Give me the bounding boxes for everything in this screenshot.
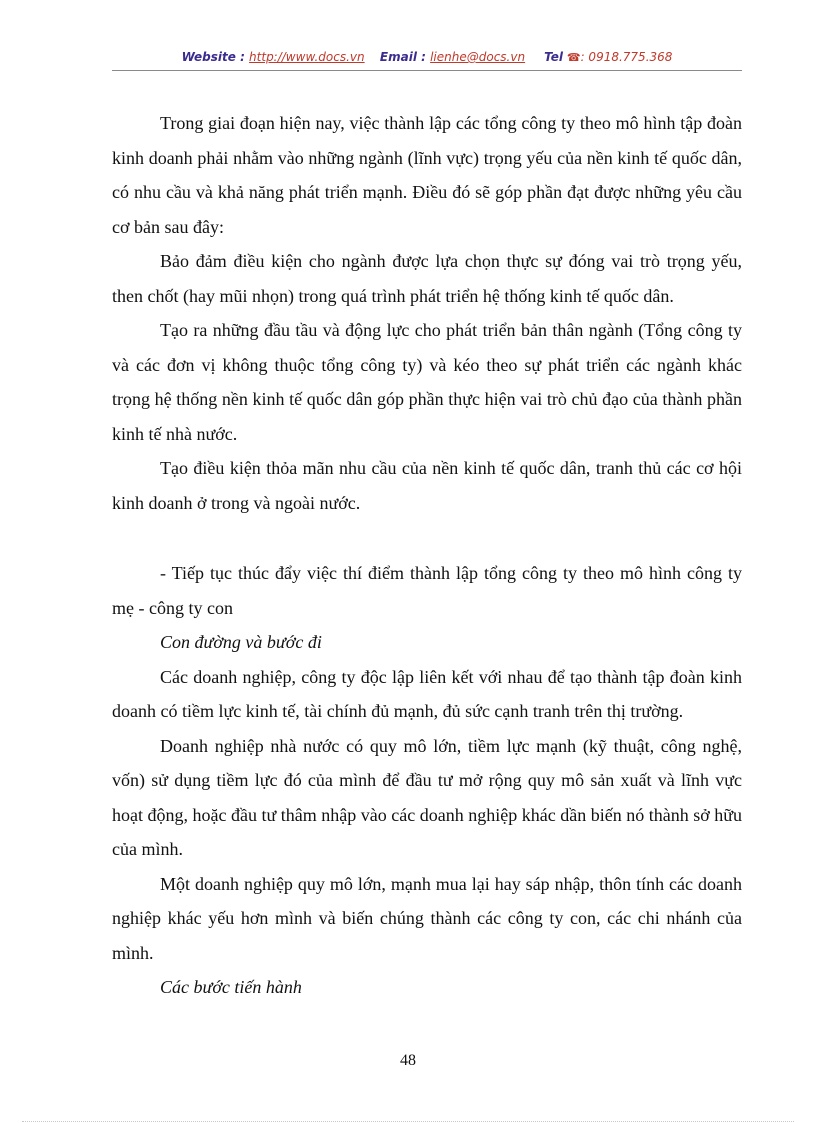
email-separator: : (416, 50, 431, 64)
paragraph: Bảo đảm điều kiện cho ngành được lựa chọn thực sự đóng vai trò trọng yếu, then chốt (hay mũi nhọn) trong quá trình phát triển hệ thống kinh tế quốc dân. (112, 251, 742, 306)
paragraph: Một doanh nghiệp quy mô lớn, mạnh mua lại hay sáp nhập, thôn tính các doanh nghiệp khác yếu hơn mình và biến chúng thành các công ty con, các chi nhánh của mình. (112, 873, 742, 963)
website-label: Website (181, 50, 236, 64)
tel-label: Tel (544, 50, 564, 64)
spacer (112, 520, 742, 556)
subheading: Các bước tiến hành (160, 977, 302, 997)
paragraph: Tạo điều kiện thỏa mãn nhu cầu của nền kinh tế quốc dân, tranh thủ các cơ hội kinh doanh ở trong và ngoài nước. (112, 458, 742, 513)
paragraph: Trong giai đoạn hiện nay, việc thành lập các tổng công ty theo mô hình tập đoàn kinh doanh phải nhằm vào những ngành (lĩnh vực) trọng yếu của nền kinh tế quốc dân, có nhu cầu và khả năng phát triển mạnh. Điều đó sẽ góp phần đạt được những yêu cầu cơ bản sau đây: (112, 113, 742, 237)
page-bottom-border (22, 1121, 794, 1122)
paragraph: Các doanh nghiệp, công ty độc lập liên kết với nhau để tạo thành tập đoàn kinh doanh có tiềm lực kinh tế, tài chính đủ mạnh, đủ sức cạnh tranh trên thị trường. (112, 666, 742, 721)
phone-icon: ☎ (566, 51, 581, 64)
email-label: Email (379, 50, 417, 64)
email-link[interactable]: lienhe@docs.vn (430, 50, 526, 64)
paragraph: Doanh nghiệp nhà nước có quy mô lớn, tiềm lực mạnh (kỹ thuật, công nghệ, vốn) sử dụng tiềm lực đó của mình để đầu tư mở rộng quy mô sản xuất và lĩnh vực hoạt động, hoặc đầu tư thâm nhập vào các doanh nghiệp khác dần biến nó thành sở hữu của mình. (112, 735, 742, 859)
document-body (112, 106, 742, 1005)
tel-value: : 0918.775.368 (580, 50, 673, 64)
website-separator: : (235, 50, 250, 64)
paragraph: Tạo ra những đầu tầu và động lực cho phát triển bản thân ngành (Tổng công ty và các đơn vị không thuộc tổng công ty) và kéo theo sự phát triển các ngành khác trọng hệ thống nền kinh tế quốc dân góp phần thực hiện vai trò chủ đạo của thành phần kinh tế nhà nước. (112, 320, 742, 444)
subheading: Con đường và bước đi (160, 632, 322, 652)
page-number: 48 (400, 1052, 416, 1069)
section-bullet: - Tiếp tục thúc đẩy việc thí điểm thành lập tổng công ty theo mô hình công ty mẹ - công ty con (112, 563, 742, 618)
page-header (112, 50, 742, 64)
website-link[interactable]: http://www.docs.vn (249, 50, 365, 64)
header-divider (112, 70, 742, 71)
